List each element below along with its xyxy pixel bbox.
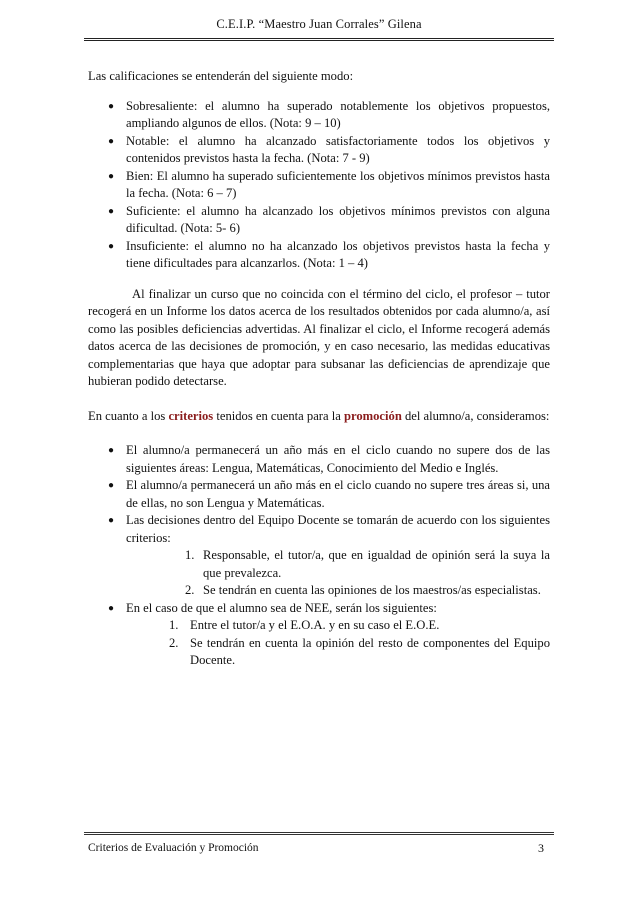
list-item: ● Suficiente: el alumno ha alcanzado los objetivos mínimos previstos con alguna dificultad. (Nota: 5- 6) <box>108 203 550 235</box>
list-item: 1. Responsable, el tutor/a, que en igualdad de opinión será la suya la que prevalezca. <box>185 548 550 580</box>
list-item: ● El alumno/a permanecerá un año más en el ciclo cuando no supere tres áreas si, una de ellas, no son Lengua y Matemáticas. <box>108 478 550 510</box>
grades-intro: Las calificaciones se entenderán del siguiente modo: <box>88 69 354 83</box>
decision-criteria-list <box>88 547 550 600</box>
informe-paragraph: Al finalizar un curso que no coincida con el término del ciclo, el profesor – tutor recogerá en un Informe los datos acerca de los resultados obtenidos por cada alumno/a, así como las posibles deficiencias advertidas. Al finalizar el ciclo, el Informe recogerá además datos acerca de las decisiones de promoción, y en caso necesario, las medidas educativas complementarias que haya que adoptar para subsanar las deficiencias de aprendizaje que hubieran podido detectarse. <box>88 286 550 388</box>
bullet-icon: ● <box>108 480 115 491</box>
bullet-icon: ● <box>108 515 115 526</box>
list-item: 1. Entre el tutor/a y el E.O.A. y en su caso el E.O.E. <box>169 618 440 632</box>
nee-list <box>88 600 550 618</box>
list-item: ● Bien: El alumno ha superado suficientemente los objetivos mínimos previstos hasta la fecha. (Nota: 6 – 7) <box>108 168 550 200</box>
bullet-icon: ● <box>108 602 115 614</box>
list-item: 2. Se tendrán en cuenta las opiniones de los maestros/as especialistas. <box>185 583 541 597</box>
criterios-keyword: criterios <box>168 408 214 423</box>
list-item: ● El alumno/a permanecerá un año más en el ciclo cuando no supere dos de las siguientes áreas: Lengua, Matemáticas, Conocimiento del Medio e Inglés. <box>108 443 550 475</box>
bullet-icon: ● <box>108 205 115 217</box>
bullet-icon: ● <box>108 445 115 456</box>
page-header-title: C.E.I.P. “Maestro Juan Corrales” Gilena <box>216 17 422 31</box>
grades-list <box>88 98 550 273</box>
list-item: ● Las decisiones dentro del Equipo Docente se tomarán de acuerdo con los siguientes criterios: <box>108 513 550 545</box>
footer-title: Criterios de Evaluación y Promoción <box>88 842 259 854</box>
footer-rule <box>84 832 554 835</box>
bullet-icon: ● <box>108 135 115 147</box>
page-number: 3 <box>538 841 544 855</box>
document-body <box>88 68 550 670</box>
list-item: ● Insuficiente: el alumno no ha alcanzado los objetivos previstos hasta la fecha y tiene dificultades para alcanzarlos. (Nota: 1 – 4) <box>108 238 550 270</box>
criteria-list <box>88 442 550 547</box>
list-item: ● Sobresaliente: el alumno ha superado notablemente los objetivos propuestos, ampliando algunos de ellos. (Nota: 9 – 10) <box>108 98 550 130</box>
bullet-icon: ● <box>108 100 115 112</box>
list-item: ● Notable: el alumno ha alcanzado satisfactoriamente todos los objetivos y contenidos previstos hasta la fecha. (Nota: 7 - 9) <box>108 133 550 165</box>
list-item: ● En el caso de que el alumno sea de NEE, serán los siguientes: <box>88 600 550 618</box>
promocion-keyword: promoción <box>343 408 402 423</box>
criteria-intro: En cuanto a los criterios tenidos en cuenta para la promoción del alumno/a, consideramos: <box>88 408 550 423</box>
header-rule <box>84 38 554 41</box>
nee-steps-list <box>88 617 550 670</box>
list-item: 2. Se tendrán en cuenta la opinión del resto de componentes del Equipo Docente. <box>169 635 550 667</box>
bullet-icon: ● <box>108 240 115 252</box>
bullet-icon: ● <box>108 170 115 182</box>
